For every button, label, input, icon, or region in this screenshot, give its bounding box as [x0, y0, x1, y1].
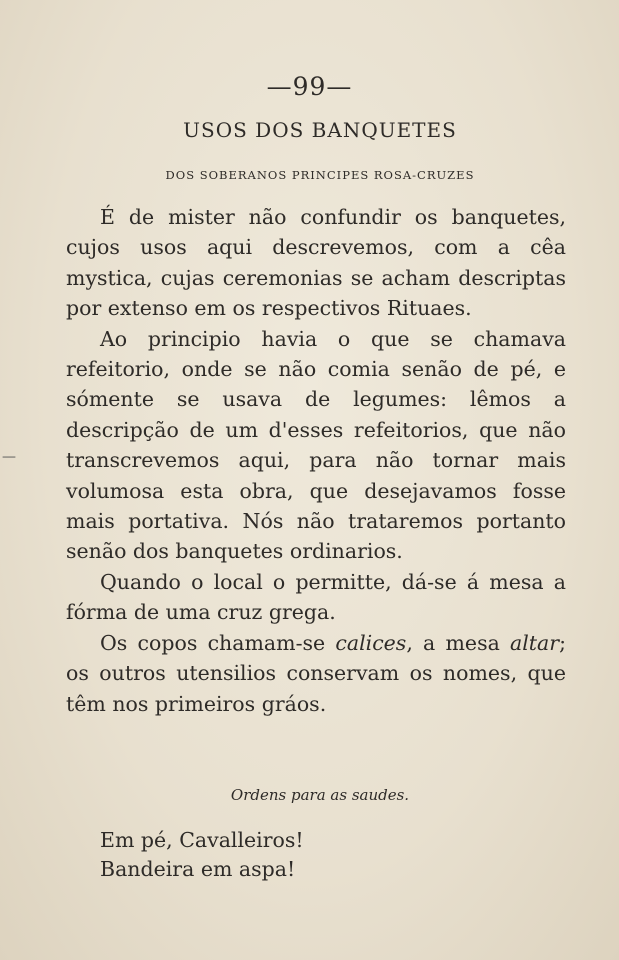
toast-line-2: Bandeira em aspa!	[100, 857, 296, 881]
margin-dash-mark: —	[2, 449, 16, 465]
section-heading: Ordens para as saudes.	[230, 786, 410, 804]
paragraph-4	[66, 628, 566, 719]
term-altar: altar	[510, 630, 560, 655]
toast-line-1: Em pé, Cavalleiros!	[100, 828, 304, 852]
paragraph-1: É de mister não confundir os banquetes, cujos usos aqui descrevemos, com a cêa mystica, cujas ceremonias se acham descriptas por extenso em os respectivos Rituaes.	[66, 205, 566, 321]
term-calices: calices	[335, 630, 407, 655]
paragraph-4-part-a: Os copos chamam-se	[100, 630, 336, 655]
paragraph-4-part-c: ; os outros utensilios conservam os nomes, que têm nos primeiros gráos.	[66, 630, 566, 716]
paragraph-4-part-b: , a mesa	[406, 630, 511, 655]
paragraph-3: Quando o local o permitte, dá-se á mesa a fórma de uma cruz grega.	[66, 569, 566, 625]
paragraph-2: Ao principio havia o que se chamava refeitorio, onde se não comia senão de pé, e sómente se usava de legumes: lêmos a descripção de um d'esses refeitorios, que não transcrevemos aqui, para não tornar mais volumosa esta obra, que desejavamos fosse mais portativa. Nós não trataremos portanto senão dos banquetes ordinarios.	[66, 326, 566, 564]
chapter-title: USOS DOS BANQUETES	[183, 118, 457, 142]
chapter-subtitle: DOS SOBERANOS PRINCIPES ROSA-CRUZES	[165, 168, 475, 182]
body-text	[66, 202, 566, 719]
page-number: —99—	[266, 72, 353, 101]
